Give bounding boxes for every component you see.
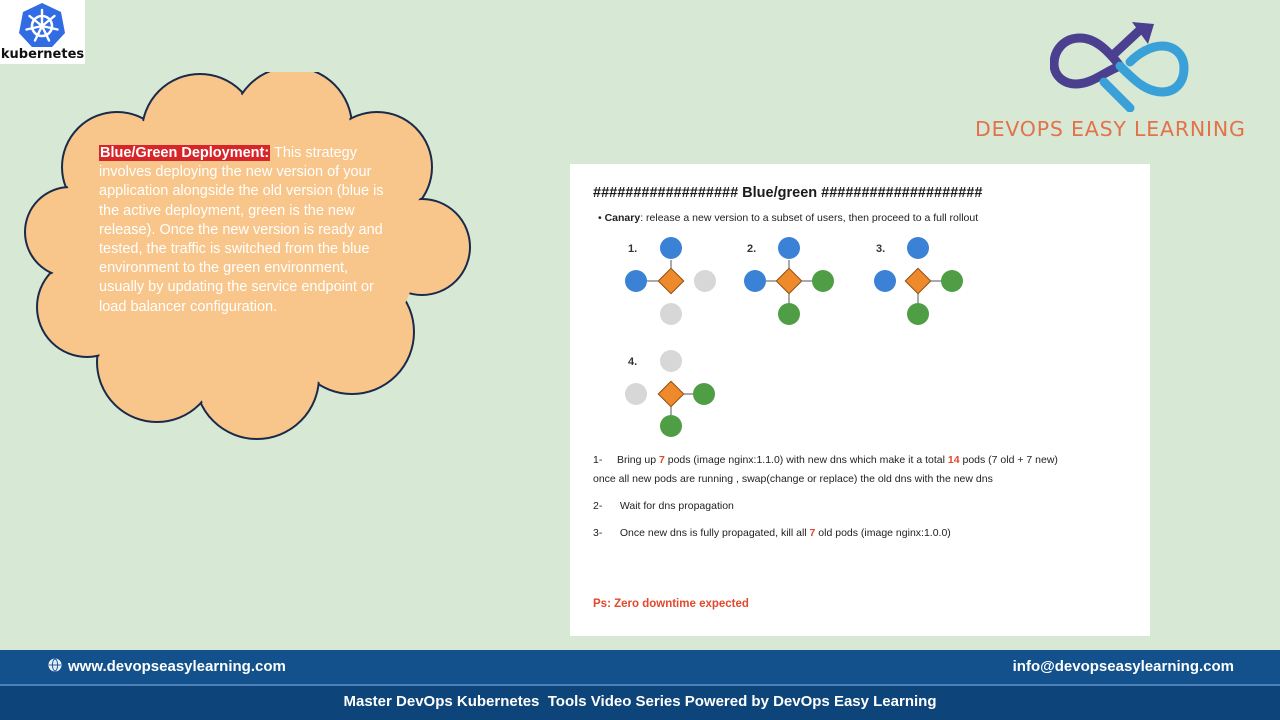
stage-4 xyxy=(625,350,715,437)
pod-gray xyxy=(625,383,647,405)
pod-green xyxy=(693,383,715,405)
stage-1 xyxy=(625,237,716,325)
brand-logo xyxy=(965,20,1265,150)
pod-gray xyxy=(660,350,682,372)
pod-blue xyxy=(660,237,682,259)
service-node xyxy=(776,268,801,293)
step-1-text-c: pods (7 old + 7 new) xyxy=(959,454,1058,466)
service-node xyxy=(905,268,930,293)
stage-1-label: 1. xyxy=(628,243,638,255)
footer-contact-bar xyxy=(0,650,1280,684)
footer-tagline-bar xyxy=(0,684,1280,720)
step-1 xyxy=(593,454,1058,466)
brand-name: DEVOPS EASY LEARNING xyxy=(975,117,1246,141)
step-1-text-b: pods (image nginx:1.1.0) with new dns which make it a total xyxy=(664,454,948,466)
kubernetes-logo xyxy=(0,0,85,64)
website-link[interactable]: www.devopseasylearning.com xyxy=(68,658,286,675)
canary-diagram xyxy=(570,164,1150,444)
step-3 xyxy=(593,527,951,539)
stage-2 xyxy=(744,237,834,325)
cloud-text xyxy=(99,144,389,317)
step-3-count-old: 7 xyxy=(809,527,816,539)
doc-heading: ################## Blue/green #################### xyxy=(593,185,983,201)
pod-green xyxy=(907,303,929,325)
step-3-text-b: old pods (image nginx:1.0.0) xyxy=(815,527,951,539)
footer-divider xyxy=(0,684,1280,686)
service-node xyxy=(658,381,683,406)
kubernetes-helm-icon xyxy=(18,2,66,48)
step-3-number: 3- xyxy=(593,527,603,539)
tagline: Master DevOps Kubernetes Tools Video Series Powered by DevOps Easy Learning xyxy=(343,693,937,710)
pod-blue xyxy=(874,270,896,292)
stage-3 xyxy=(874,237,963,325)
email-link[interactable]: info@devopseasylearning.com xyxy=(1012,658,1234,675)
kubernetes-wordmark: kubernetes xyxy=(0,47,85,62)
pod-blue xyxy=(744,270,766,292)
step-3-text-a: Once new dns is fully propagated, kill all xyxy=(619,527,810,539)
service-node xyxy=(658,268,683,293)
step-2 xyxy=(593,500,734,512)
globe-icon xyxy=(48,658,62,672)
step-2-number: 2- xyxy=(593,500,603,512)
cloud-body: This strategy involves deploying the new version of your application alongside the old version (blue is the active deployment, green is the new release). Once the new version is ready and tested, the traffic is switched from the blue environment to the green environment, usually by updating the service endpoint or load balancer configuration. xyxy=(99,145,384,315)
stage-4-label: 4. xyxy=(628,356,638,368)
pod-green xyxy=(778,303,800,325)
pod-blue xyxy=(778,237,800,259)
infinity-arrow-icon xyxy=(1050,20,1190,112)
pod-green xyxy=(812,270,834,292)
pod-blue xyxy=(907,237,929,259)
step-1-count-new: 7 xyxy=(658,454,665,466)
step-2-text: Wait for dns propagation xyxy=(619,500,734,512)
stage-2-label: 2. xyxy=(747,243,757,255)
step-1-number: 1- xyxy=(593,454,603,466)
pod-blue xyxy=(625,270,647,292)
step-1-text-a: Bring up xyxy=(616,454,659,466)
step-1-line-2: once all new pods are running , swap(change or replace) the old dns with the new dns xyxy=(593,473,993,485)
document-panel xyxy=(570,164,1150,636)
pod-gray xyxy=(660,303,682,325)
canary-bullet: • Canary: release a new version to a subset of users, then proceed to a full rollout xyxy=(598,212,979,224)
step-1-count-total: 14 xyxy=(947,454,960,466)
stage-3-label: 3. xyxy=(876,243,886,255)
canary-text: : release a new version to a subset of users, then proceed to a full rollout xyxy=(640,212,979,224)
pod-gray xyxy=(694,270,716,292)
pod-green xyxy=(660,415,682,437)
pod-green xyxy=(941,270,963,292)
canary-label: Canary xyxy=(604,212,641,224)
cloud-highlight: Blue/Green Deployment: xyxy=(100,145,270,161)
ps-note: Ps: Zero downtime expected xyxy=(593,598,749,610)
